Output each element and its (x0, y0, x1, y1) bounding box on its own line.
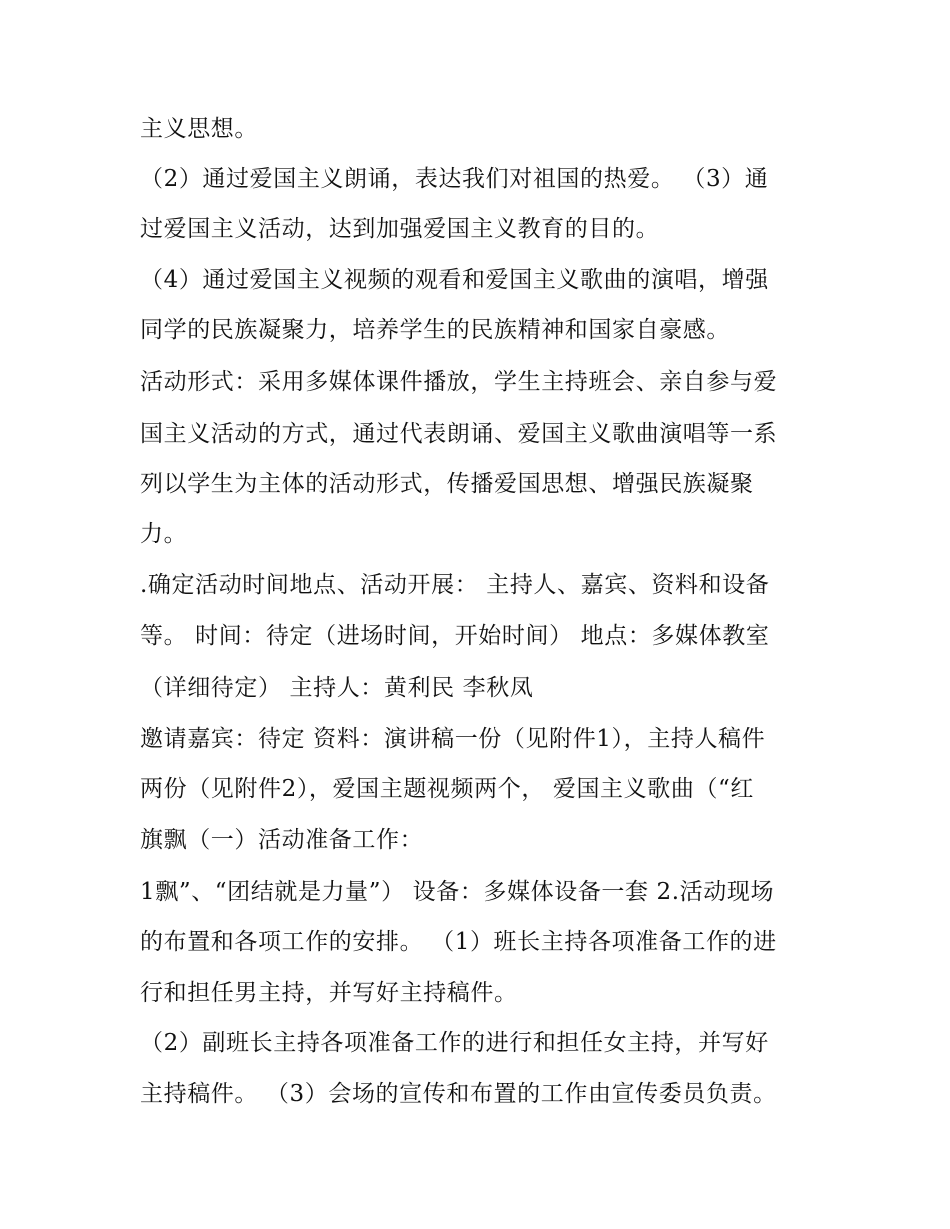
text-line: .确定活动时间地点、活动开展： 主持人、嘉宾、资料和设备 (140, 572, 770, 598)
text-line: 同学的民族凝聚力，培养学生的民族精神和国家自豪感。 (140, 317, 730, 343)
text-line: 等。 时间：待定（进场时间，开始时间） 地点：多媒体教室 (140, 623, 770, 649)
text-line: （4）通过爱国主义视频的观看和爱国主义歌曲的演唱，增强 (140, 267, 769, 293)
text-line: （2）副班长主持各项准备工作的进行和担任女主持，并写好 (140, 1030, 769, 1056)
text-line: （详细待定） 主持人：黄利民 李秋凤 (140, 675, 534, 701)
text-line: 过爱国主义活动，达到加强爱国主义教育的目的。 (140, 216, 660, 242)
text-line: 国主义活动的方式，通过代表朗诵、爱国主义歌曲演唱等一系 (140, 421, 778, 447)
text-line: 行和担任男主持，并写好主持稿件。 (140, 980, 518, 1006)
text-line: 邀请嘉宾：待定 资料：演讲稿一份（见附件1），主持人稿件 (140, 726, 766, 752)
text-line: 主持稿件。 （3）会场的宣传和布置的工作由宣传委员负责。 (140, 1081, 777, 1107)
text-line: 旗飘（一）活动准备工作： (140, 827, 424, 853)
text-line: 1飘”、“团结就是力量”） 设备：多媒体设备一套 2.活动现场 (140, 879, 775, 905)
text-line: 活动形式：采用多媒体课件播放，学生主持班会、亲自参与爱 (140, 369, 778, 395)
text-line: （2）通过爱国主义朗诵，表达我们对祖国的热爱。 （3）通 (140, 166, 769, 192)
text-line: 两份（见附件2），爱国主题视频两个， 爱国主义歌曲（“红 (140, 776, 755, 802)
text-line: 的布置和各项工作的安排。 （1）班长主持各项准备工作的进 (140, 929, 777, 955)
text-line: 主义思想。 (140, 116, 258, 142)
text-line: 列以学生为主体的活动形式，传播爱国思想、增强民族凝聚 (140, 471, 754, 497)
text-line: 力。 (140, 521, 188, 547)
